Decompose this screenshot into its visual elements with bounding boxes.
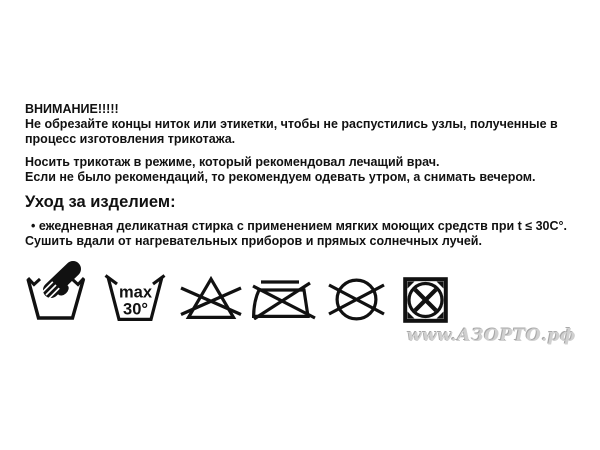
wearing-paragraph	[25, 155, 585, 185]
do-not-iron-icon	[252, 280, 317, 320]
wear-line-2: Если не было рекомендаций, то рекомендуем одевать утром, а снимать вечером.	[25, 170, 536, 184]
warning-paragraph	[25, 102, 585, 147]
wash-temp-label-line1: max	[118, 283, 153, 302]
do-not-dry-clean-icon	[328, 277, 385, 322]
do-not-bleach-icon	[180, 276, 242, 321]
care-text-block	[25, 102, 585, 257]
warning-line-1: Не обрезайте концы ниток или этикетки, чтобы не распустились узлы, полученные в	[25, 117, 558, 131]
warning-line-2: процесс изготовления трикотажа.	[25, 132, 236, 146]
wash-temp-label-line2: 30°	[123, 300, 148, 319]
care-line-1: • ежедневная деликатная стирка с применением мягких моющих средств при t ≤ 30C°.	[31, 219, 568, 233]
warning-title: ВНИМАНИЕ!!!!!	[25, 102, 119, 116]
care-line-2: Сушить вдали от нагревательных приборов и прямых солнечных лучей.	[25, 234, 482, 248]
care-paragraph	[25, 219, 585, 249]
watermark-text: www.АЗОРТО.рф	[407, 326, 576, 346]
do-not-tumble-dry-icon	[403, 277, 448, 323]
care-heading: Уход за изделием:	[25, 193, 176, 211]
wash-max-30-icon	[104, 273, 166, 323]
wear-line-1: Носить трикотаж в режиме, который рекомендовал лечащий врач.	[25, 155, 440, 169]
hand-wash-icon	[26, 261, 86, 322]
